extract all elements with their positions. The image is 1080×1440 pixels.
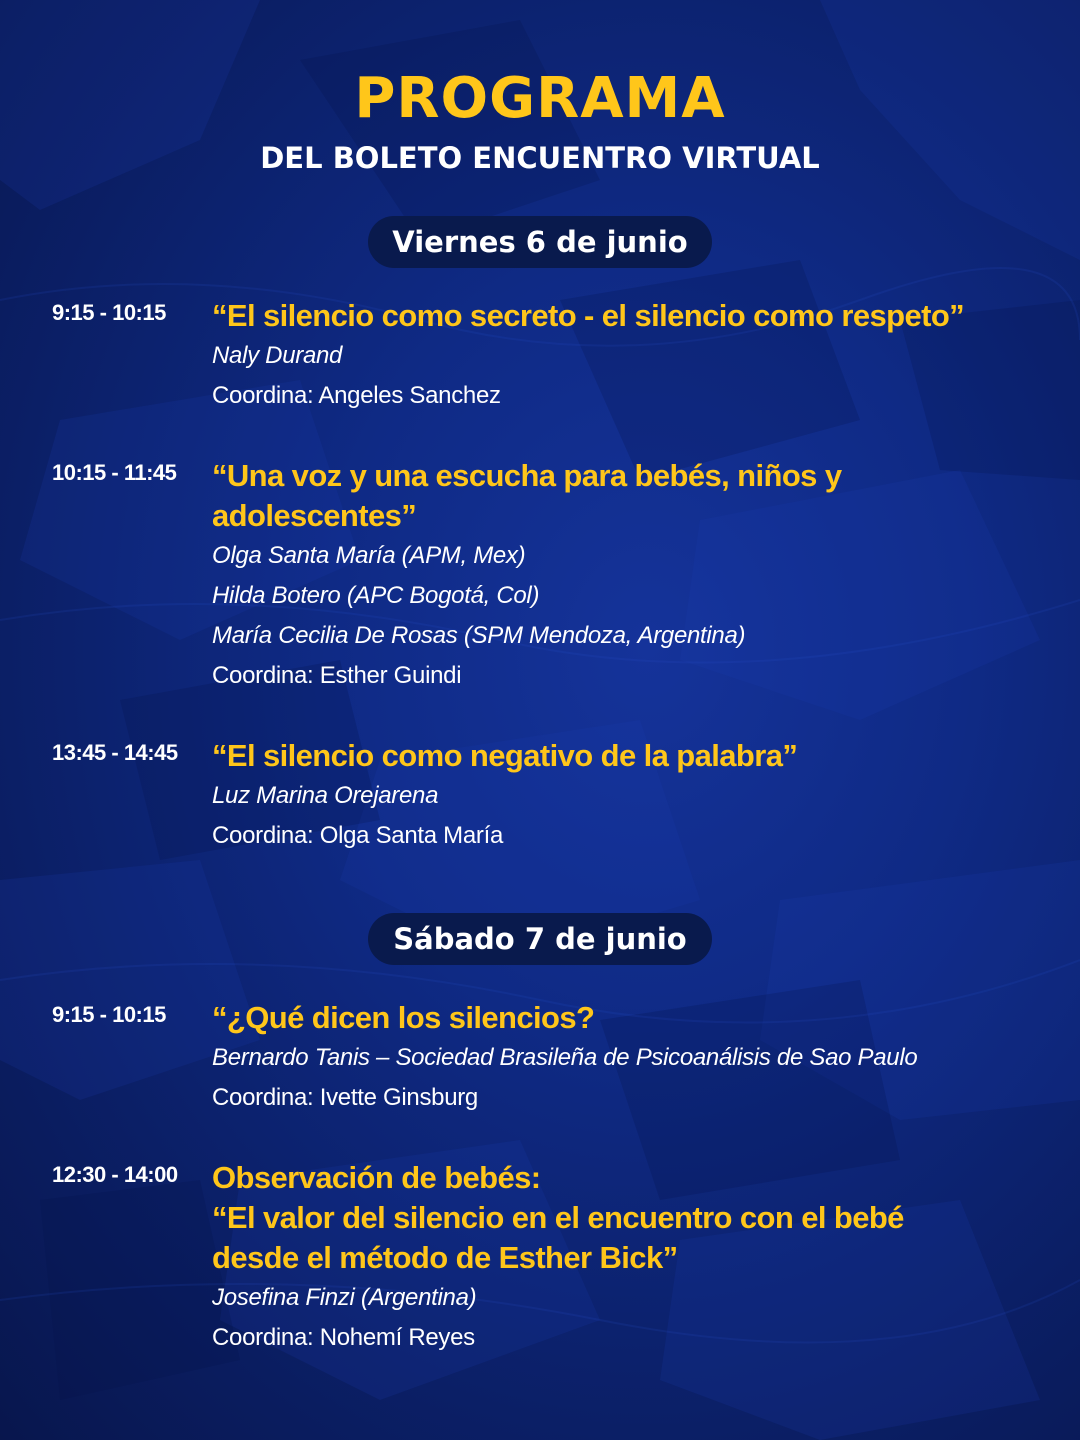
session-speaker: Olga Santa María (APM, Mex) (212, 542, 526, 569)
session-coordinator: Coordina: Ivette Ginsburg (212, 1084, 478, 1111)
session-title: “¿Qué dicen los silencios? (212, 1000, 595, 1035)
session-detail (212, 456, 1052, 696)
session-title: “El valor del silencio en el encuentro con el bebé (212, 1200, 904, 1235)
session-title: adolescentes” (212, 498, 417, 533)
session-time: 13:45 - 14:45 (52, 740, 178, 765)
page-subtitle: DEL BOLETO ENCUENTRO VIRTUAL (260, 141, 820, 175)
session-detail (212, 296, 1052, 416)
day-label-saturday: Sábado 7 de junio (368, 913, 712, 965)
session-title: desde el método de Esther Bick” (212, 1240, 678, 1275)
session-speaker: Hilda Botero (APC Bogotá, Col) (212, 582, 540, 609)
day-label-friday: Viernes 6 de junio (368, 216, 712, 268)
session-time: 9:15 - 10:15 (52, 1002, 166, 1027)
session-speaker: Naly Durand (212, 342, 343, 369)
session-detail (212, 1158, 1052, 1358)
session-coordinator: Coordina: Esther Guindi (212, 662, 462, 689)
session-time: 10:15 - 11:45 (52, 460, 177, 485)
session-title: “El silencio como secreto - el silencio como respeto” (212, 298, 965, 333)
session-detail (212, 998, 1052, 1118)
session-coordinator: Coordina: Olga Santa María (212, 822, 504, 849)
session-time: 12:30 - 14:00 (52, 1162, 178, 1187)
session-title: “Una voz y una escucha para bebés, niños y (212, 458, 842, 493)
session-time: 9:15 - 10:15 (52, 300, 166, 325)
session-speaker: María Cecilia De Rosas (SPM Mendoza, Argentina) (212, 622, 746, 649)
session-coordinator: Coordina: Nohemí Reyes (212, 1324, 475, 1351)
session-speaker: Josefina Finzi (Argentina) (212, 1284, 477, 1311)
session-title: “El silencio como negativo de la palabra” (212, 738, 798, 773)
session-speaker: Bernardo Tanis – Sociedad Brasileña de Psicoanálisis de Sao Paulo (212, 1044, 918, 1071)
session-coordinator: Coordina: Angeles Sanchez (212, 382, 501, 409)
session-detail (212, 736, 1052, 856)
session-title: Observación de bebés: (212, 1160, 541, 1195)
page-title: PROGRAMA (354, 66, 726, 131)
session-speaker: Luz Marina Orejarena (212, 782, 439, 809)
